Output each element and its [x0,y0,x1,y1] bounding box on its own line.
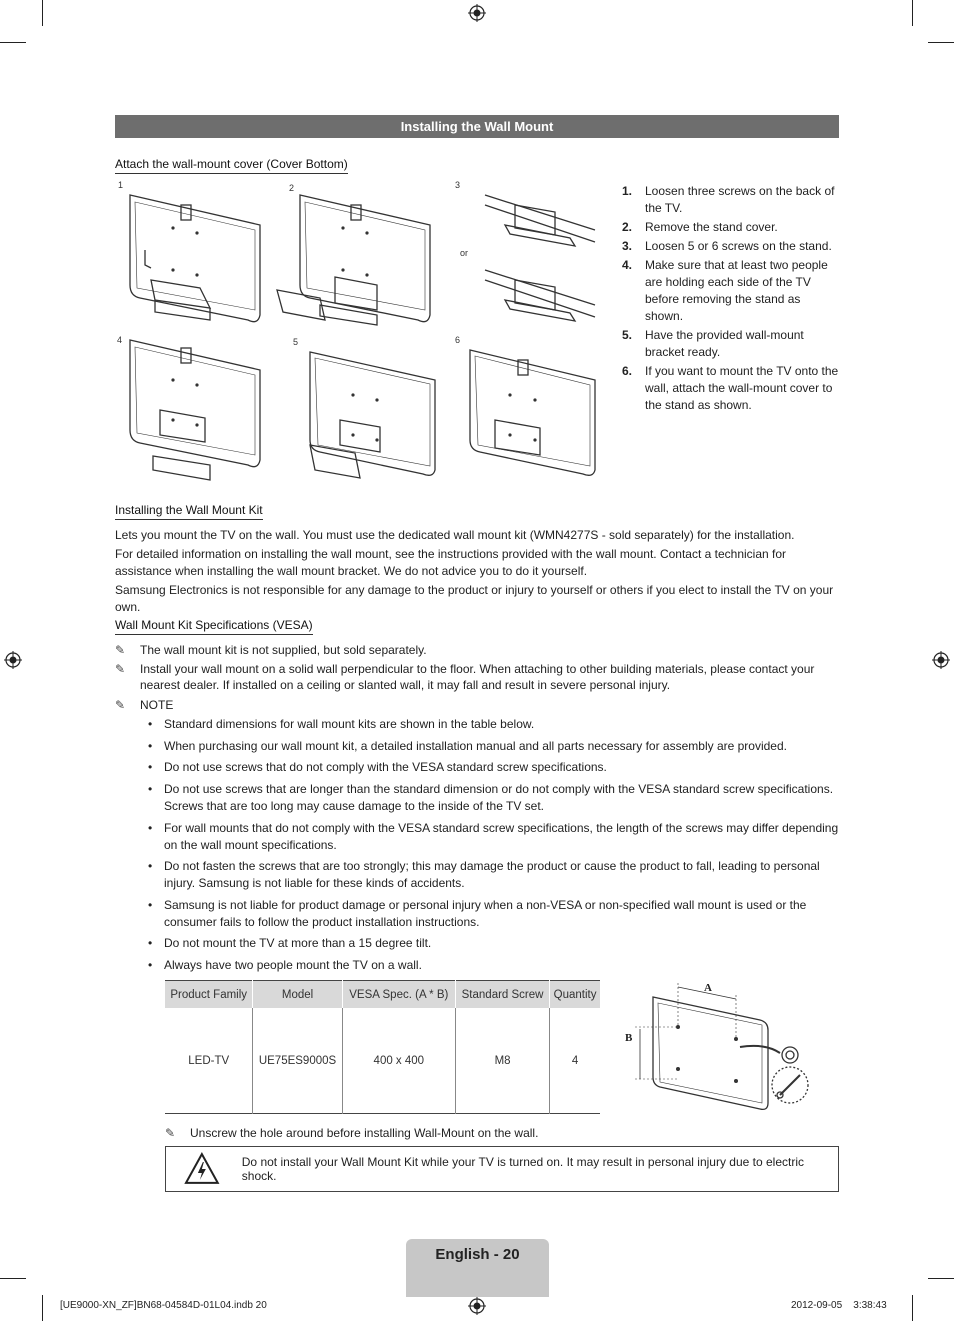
step-item: 5. Have the provided wall-mount bracket ready. [622,328,804,359]
table-cell: LED-TV [165,1008,253,1114]
table-cell: 400 x 400 [342,1008,455,1114]
section-title: Installing the Wall Mount [115,115,839,138]
steps-list [622,183,840,416]
figure-label: 1 [118,180,124,190]
step-item: 3. Loosen 5 or 6 screws on the stand. [622,239,832,253]
cover-heading: Attach the wall-mount cover (Cover Bottom) [115,157,348,174]
bullet-item: • When purchasing our wall mount kit, a detailed installation manual and all parts necessary for assembly are provided. [148,739,787,753]
footer-timestamp: 2012-09-05 3:38:43 [791,1300,887,1311]
crop-mark [42,0,43,26]
kit-paragraph: Lets you mount the TV on the wall. You must use the dedicated wall mount kit (WMN4277S - sold separately) for the installation. [115,528,795,542]
crop-mark [912,1295,913,1321]
dimension-label-b: B [625,1032,633,1044]
footer-file-info: [UE9000-XN_ZF]BN68-04584D-01L04.indb 20 [60,1300,267,1311]
warning-text: Do not install your Wall Mount Kit while your TV is turned on. It may result in personal injury due to electric shock. [241,1155,805,1183]
electric-shock-warning-icon [184,1151,220,1187]
registration-mark-icon [468,4,486,22]
bullet-item: • Always have two people mount the TV on a wall. [148,958,422,972]
figure-label: 6 [455,335,461,345]
bullet-item: • Do not use screws that do not comply with the VESA standard screw specifications. [148,760,607,774]
crop-mark [0,1278,26,1279]
crop-mark [928,1278,954,1279]
table-cell: UE75ES9000S [253,1008,342,1114]
figure-label-or: or [460,248,469,258]
vesa-dimension-diagram [620,975,820,1115]
bullet-item: • Do not fasten the screws that are too strongly; this may damage the product or cause the product to fall, leading to personal injury. Samsung is not liable for these kinds of accidents. [148,859,820,890]
bullet-item: • Standard dimensions for wall mount kits are shown in the table below. [148,717,535,731]
crop-mark [912,0,913,26]
pencil-note-icon: ✎ [115,662,126,676]
kit-heading: Installing the Wall Mount Kit [115,503,263,520]
unscrew-note: ✎ Unscrew the hole around before installing Wall-Mount on the wall. [165,1126,539,1140]
bullet-item: • Samsung is not liable for product damage or personal injury when a non-VESA or non-specified wall mount is used or the consumer fails to follow the product installation instructions. [148,898,807,929]
table-header: VESA Spec. (A * B) [342,981,455,1009]
registration-mark-icon [4,651,22,669]
registration-mark-icon [468,1297,486,1315]
pencil-note-icon: ✎ [165,1126,176,1140]
vesa-spec-table [165,980,600,1114]
note-item: ✎ Install your wall mount on a solid wall perpendicular to the floor. When attaching to other building materials, please contact your nearest dealer. If installed on a ceiling or slanted wall, it may fall and result in severe personal injury. [115,662,815,692]
kit-paragraph: Samsung Electronics is not responsible for any damage to the product or injury to yourself or others if you elect to install the TV on your own. [115,583,834,614]
page-number-label: English - 20 [406,1239,549,1297]
table-header: Quantity [550,981,600,1009]
figure-label: 5 [293,337,299,347]
dimension-label-a: A [704,982,712,994]
table-header: Product Family [165,981,253,1009]
warning-box [165,1146,839,1192]
step-item: 6. If you want to mount the TV onto the wall, attach the wall-mount cover to the stand as shown. [622,364,839,412]
figure-label: 4 [117,335,123,345]
table-header: Standard Screw [455,981,549,1009]
table-cell: M8 [455,1008,549,1114]
crop-mark [42,1295,43,1321]
step-item: 2. Remove the stand cover. [622,220,778,234]
pencil-note-icon: ✎ [115,698,126,712]
stand-removal-diagram [115,180,605,490]
vesa-heading: Wall Mount Kit Specifications (VESA) [115,618,313,635]
step-item: 4. Make sure that at least two people are holding each side of the TV before removing the stand as shown. [622,258,828,323]
crop-mark [928,42,954,43]
figure-label: 2 [289,183,295,193]
crop-mark [0,42,26,43]
bullet-item: • For wall mounts that do not comply with the VESA standard screw specifications, the length of the screws may differ depending on the wall mount specifications. [148,821,839,852]
figure-label: 3 [455,180,461,190]
bullet-item: • Do not mount the TV at more than a 15 degree tilt. [148,936,432,950]
pencil-note-icon: ✎ [115,643,126,657]
bullet-item: • Do not use screws that are longer than the standard dimension or do not comply with the VESA standard screw specifications. Screws that are too long may cause damage to the inside of the TV set. [148,782,834,813]
table-header: Model [253,981,342,1009]
kit-paragraph: For detailed information on installing the wall mount, see the instructions provided with the wall mount. Contact a technician for assistance when installing the wall mount bracket. We do not advice you to do it yourself. [115,547,787,578]
table-cell: 4 [571,1054,579,1067]
table-row [165,1008,600,1114]
note-item: ✎ NOTE [115,698,174,712]
note-item: ✎ The wall mount kit is not supplied, but sold separately. [115,643,427,657]
step-item: 1. Loosen three screws on the back of the TV. [622,184,835,215]
registration-mark-icon [932,651,950,669]
